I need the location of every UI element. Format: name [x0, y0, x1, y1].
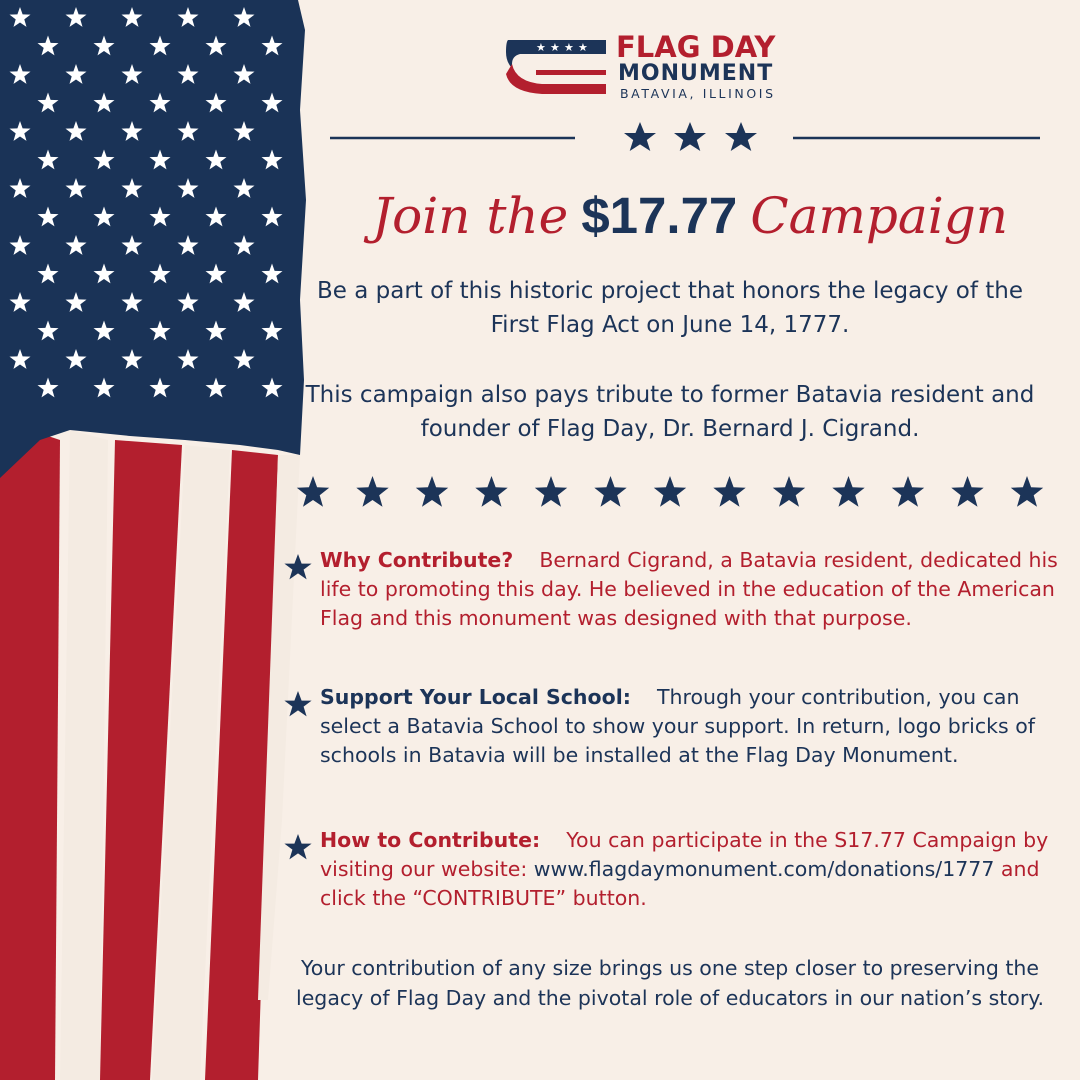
row-star-icon [416, 476, 448, 507]
svg-text:★: ★ [550, 41, 560, 54]
bullet-body: Bernard Cigrand, a Batavia resident, dedicated his life to promoting this day. He believed in the education of the American Flag and this monument was designed with that purpose. [320, 548, 1058, 630]
closing-statement: Your contribution of any size brings us one step closer to preserving the legacy of Flag Day and the pivotal role of educators in our nation’s story. [296, 956, 1044, 1010]
intro-paragraph-1: Be a part of this historic project that honors the legacy of the First Flag Act on June 14, 1777. [316, 278, 1023, 338]
row-star-icon [594, 476, 626, 507]
donation-url-link[interactable]: www.flagdaymonument.com/donations/1777 [533, 857, 995, 881]
bullet-star-icon [284, 833, 312, 861]
row-star-icon [892, 476, 924, 507]
intro-paragraph-2: This campaign also pays tribute to former Batavia resident and founder of Flag Day, Dr. Bernard J. Cigrand. [305, 382, 1035, 442]
svg-text:★: ★ [578, 41, 588, 54]
headline-amount: $17.77 [581, 187, 738, 244]
bullet-title: Support Your Local School: [320, 685, 631, 709]
bullet-title: How to Contribute: [320, 828, 541, 852]
svg-text:★: ★ [564, 41, 574, 54]
flag-day-monument-logo [502, 30, 802, 110]
bullet-body-after: and click the “CONTRIBUTE” button. [320, 857, 1040, 910]
row-star-icon [654, 476, 686, 507]
bullet-star-icon [284, 553, 312, 581]
headline-campaign: Campaign [750, 187, 1008, 245]
bullet-text [320, 826, 1065, 913]
headline-join-the: Join the [372, 187, 569, 245]
row-star-icon [1011, 476, 1043, 507]
bullet-star-icon [284, 690, 312, 718]
thirteen-stars-row [293, 474, 1053, 512]
svg-text:★: ★ [536, 41, 546, 54]
row-star-icon [713, 476, 745, 507]
logo-title: FLAG DAY [616, 30, 776, 64]
bullet-body-before: You can participate in the S17.77 Campaign by visiting our website: [320, 828, 1049, 881]
divider-star-icons [624, 122, 757, 151]
row-star-icon [951, 476, 983, 507]
bullet-title: Why Contribute? [320, 548, 514, 572]
logo-subtitle: MONUMENT [618, 61, 774, 86]
bullet-text [320, 546, 1065, 633]
row-star-icon [535, 476, 567, 507]
row-star-icon [773, 476, 805, 507]
row-star-icon [475, 476, 507, 507]
bullet-body: Through your contribution, you can select a Batavia School to show your support. In return, logo bricks of schools in Batavia will be installed at the Flag Day Monument. [320, 685, 1035, 767]
row-star-icon [356, 476, 388, 507]
campaign-headline [300, 168, 1080, 276]
american-flag-illustration [0, 0, 310, 1080]
row-star-icon [297, 476, 329, 507]
logo-location: BATAVIA, ILLINOIS [620, 86, 776, 101]
flag-ribbon-logo-icon [502, 34, 612, 102]
bullet-text [320, 683, 1065, 770]
row-star-icon [832, 476, 864, 507]
star-divider [325, 118, 1045, 162]
